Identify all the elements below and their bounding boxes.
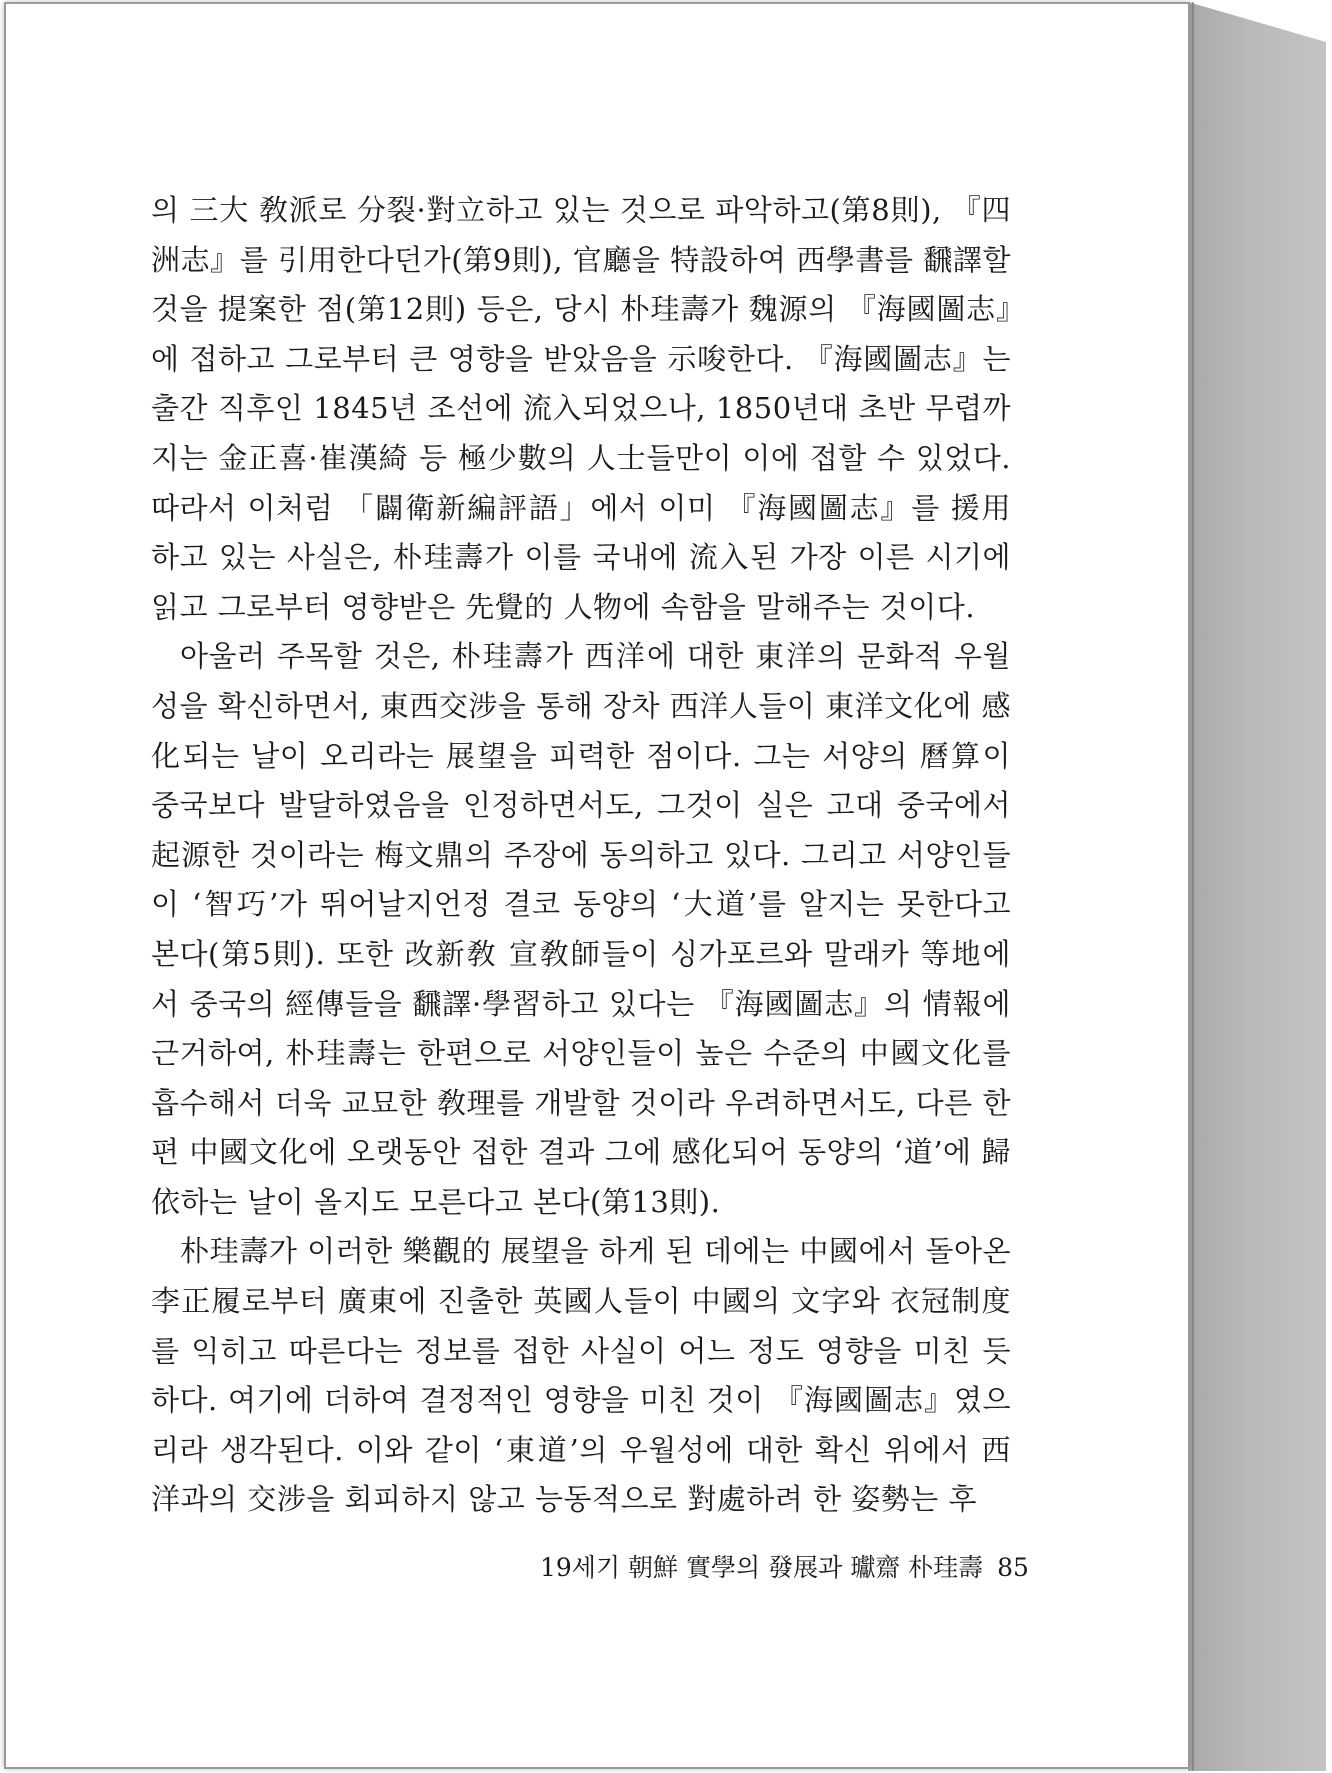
paragraph-3: 朴珪壽가 이러한 樂觀的 展望을 하게 된 데에는 中國에서 돌아온 李正履로부터 廣東에 진출한 英國人들이 中國의 文字와 衣冠制度를 익히고 따른다는 정보를 접한 사실이 어느 정도 영향을 미친 듯하다. 여기에 더하여 결정적인 영향을 미친 것이 『海國圖志』였으리라 생각된다. 이와 같이 ‘東道’의 우월성에 대한 확신 위에서 西洋과의 交涉을 회피하지 않고 능동적으로 對處하려 한 姿勢는 후 xyxy=(151,1234,1011,1517)
book-edge-line xyxy=(1192,2,1328,1771)
paragraph-1: 의 三大 敎派로 分裂·對立하고 있는 것으로 파악하고(第8則), 『四洲志』를 引用한다던가(第9則), 官廳을 特設하여 西學書를 飜譯할 것을 提案한 점(第12則) 등은, 당시 朴珪壽가 魏源의 『海國圖志』에 접하고 그로부터 큰 영향을 받았음을 示唆한다. 『海國圖志』는 출간 직후인 1845년 조선에 流入되었으나, 1850년대 초반 무렵까지는 金正喜·崔漢綺 등 極少數의 人士들만이 이에 접할 수 있었다. 따라서 이처럼 「闢衛新編評語」에서 이미 『海國圖志』를 援用하고 있는 사실은, 朴珪壽가 이를 국내에 流入된 가장 이른 시기에 읽고 그로부터 영향받은 先覺的 人物에 속함을 말해주는 것이다. xyxy=(151,193,1011,624)
running-title: 19세기 朝鮮 實學의 發展과 瓛齋 朴珪壽 xyxy=(540,1553,984,1582)
body-text xyxy=(151,186,1011,1525)
page-number: 85 xyxy=(997,1553,1029,1582)
page-footer xyxy=(540,1548,1029,1584)
paragraph-2: 아울러 주목할 것은, 朴珪壽가 西洋에 대한 東洋의 문화적 우월성을 확신하면서, 東西交涉을 통해 장차 西洋人들이 東洋文化에 感化되는 날이 오리라는 展望을 피력한 점이다. 그는 서양의 曆算이 중국보다 발달하였음을 인정하면서도, 그것이 실은 고대 중국에서 起源한 것이라는 梅文鼎의 주장에 동의하고 있다. 그리고 서양인들이 ‘智巧’가 뛰어날지언정 결코 동양의 ‘大道’를 알지는 못한다고 본다(第5則). 또한 改新敎 宣敎師들이 싱가포르와 말래카 等地에서 중국의 經傳들을 飜譯·學習하고 있다는 『海國圖志』의 情報에 근거하여, 朴珪壽는 한편으로 서양인들이 높은 수준의 中國文化를 흡수해서 더욱 교묘한 敎理를 개발할 것이라 우려하면서도, 다른 한편 中國文化에 오랫동안 접한 결과 그에 感化되어 동양의 ‘道’에 歸依하는 날이 올지도 모른다고 본다(第13則). xyxy=(151,639,1011,1219)
